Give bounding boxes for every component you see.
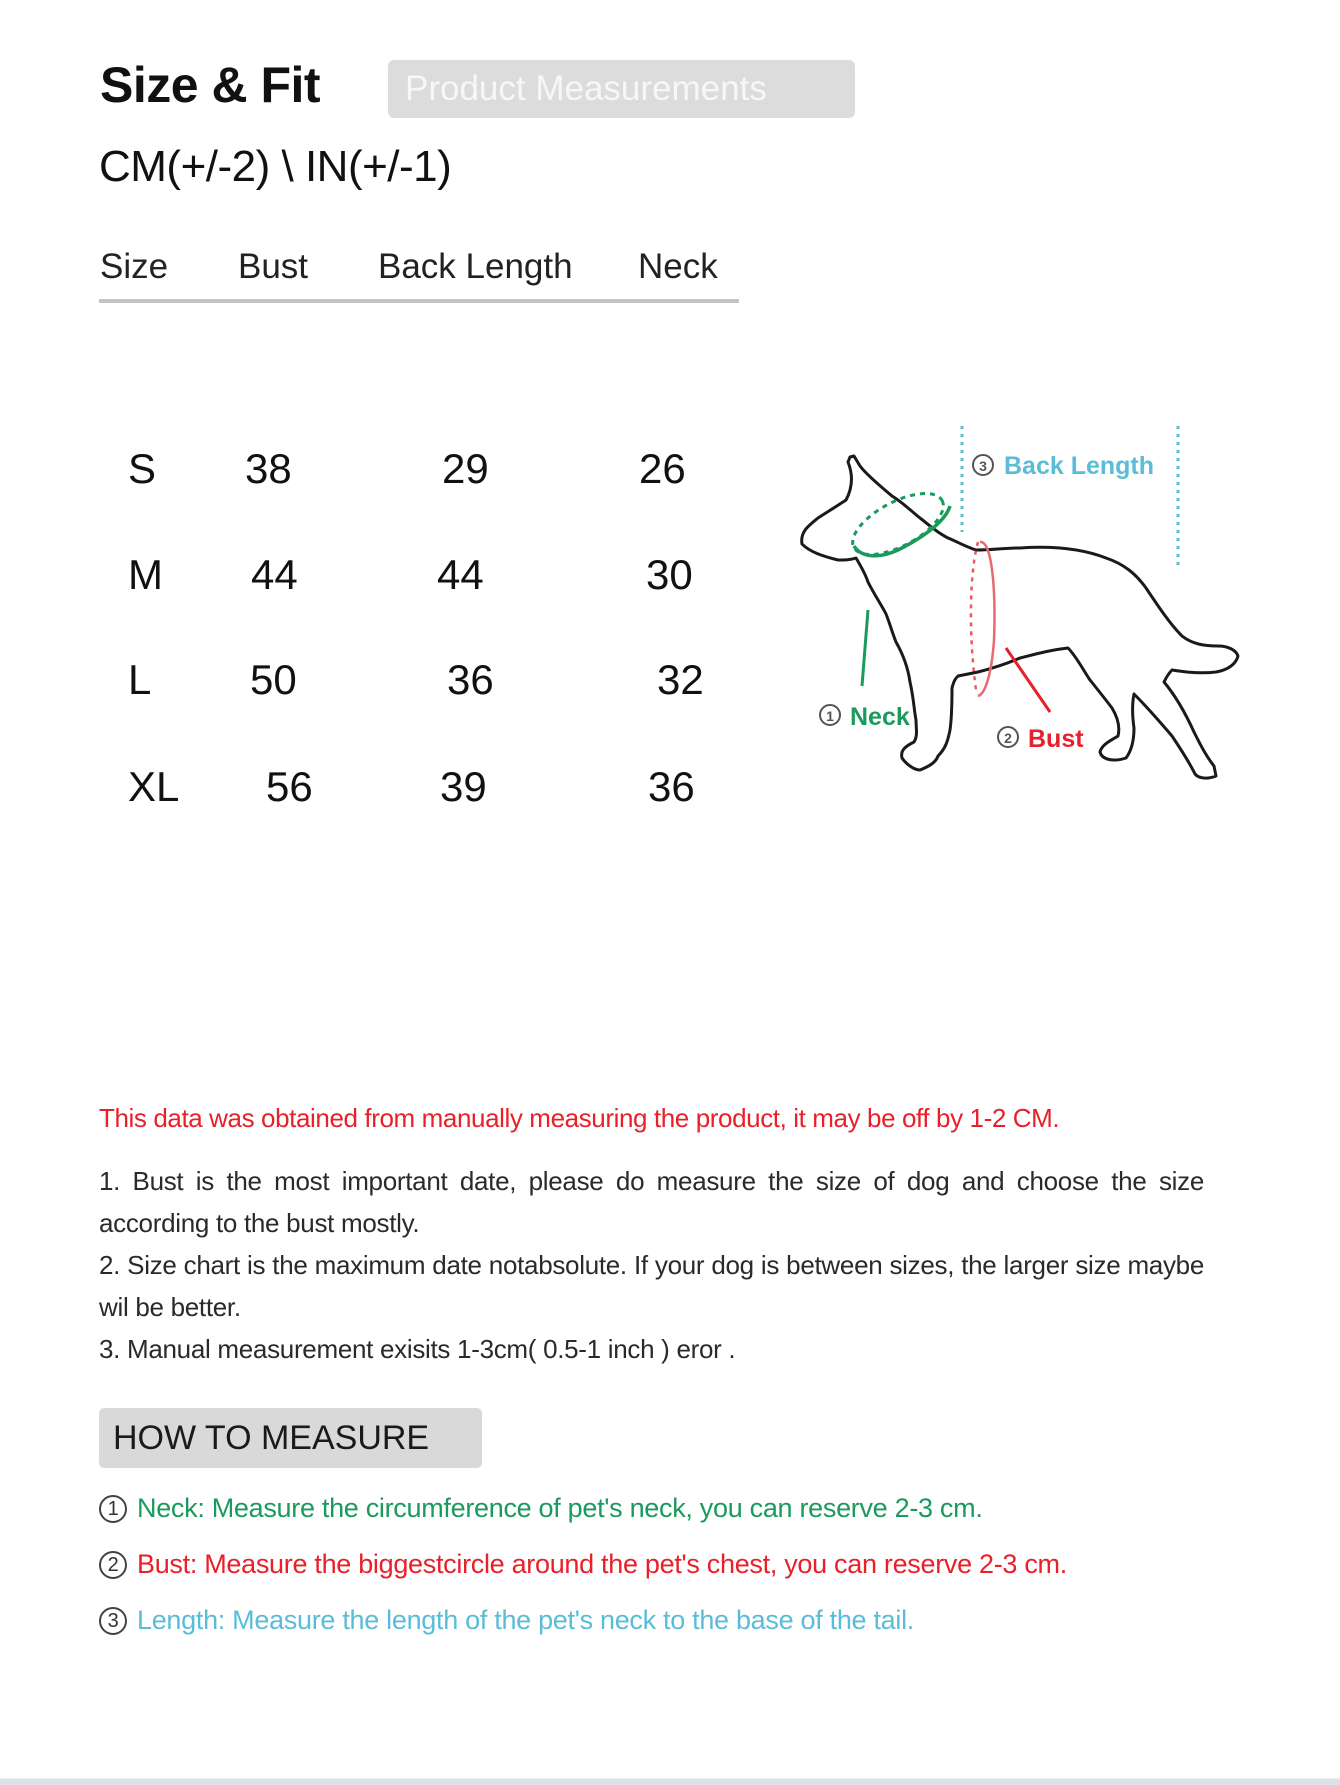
step-text: Bust: Measure the biggestcircle around the pet's chest, you can reserve 2-3 cm. [137, 1549, 1067, 1579]
cell-back-length: 36 [447, 656, 494, 703]
step-neck [99, 1493, 983, 1524]
cell-bust: 56 [266, 763, 313, 810]
header-divider [99, 299, 739, 303]
sizing-rules [99, 1160, 1204, 1370]
cell-size: XL [128, 763, 180, 810]
cell-neck: 32 [657, 656, 704, 703]
bottom-edge-bar [0, 1778, 1340, 1785]
cell-neck: 36 [648, 763, 695, 810]
neck-text: Neck [850, 703, 910, 731]
product-measurements-badge: Product Measurements [388, 60, 855, 118]
back-length-label [973, 452, 1154, 480]
bust-label [998, 725, 1084, 753]
column-header-back-length: Back Length [378, 247, 573, 286]
how-to-measure-heading: HOW TO MEASURE [99, 1408, 482, 1468]
neck-pointer-line [862, 610, 868, 686]
bust-text: Bust [1028, 725, 1084, 753]
cell-back-length: 39 [440, 763, 487, 810]
bust-pointer-line [1006, 648, 1050, 712]
bust-ring-back [971, 542, 978, 690]
column-header-neck: Neck [638, 247, 718, 286]
rule-item: 1. Bust is the most important date, please do measure the size of dog and choose the size according to the bust mostly. [99, 1166, 1204, 1238]
dog-measurement-diagram [780, 410, 1260, 790]
circled-number-icon: 1 [99, 1495, 127, 1523]
circled-number-icon: 2 [99, 1551, 127, 1579]
step-text: Length: Measure the length of the pet's neck to the base of the tail. [137, 1605, 914, 1635]
cell-bust: 50 [250, 656, 297, 703]
cell-size: M [128, 551, 163, 598]
rule-item: 3. Manual measurement exisits 1-3cm( 0.5-1 inch ) eror . [99, 1334, 736, 1364]
back-length-text: Back Length [1004, 452, 1155, 480]
svg-text:3: 3 [979, 458, 987, 474]
rule-item: 2. Size chart is the maximum date notabsolute. If your dog is between sizes, the larger size maybe wil be better. [99, 1250, 1204, 1322]
circled-number-icon: 3 [99, 1607, 127, 1635]
measurement-disclaimer: This data was obtained from manually measuring the product, it may be off by 1-2 CM. [99, 1103, 1060, 1133]
column-header-size: Size [100, 247, 169, 286]
svg-text:2: 2 [1004, 730, 1012, 746]
cell-neck: 30 [646, 551, 693, 598]
step-bust [99, 1549, 1067, 1580]
cell-neck: 26 [639, 445, 686, 492]
page-title: Size & Fit [100, 57, 321, 113]
step-length [99, 1605, 914, 1636]
cell-size: L [128, 656, 152, 703]
cell-back-length: 29 [442, 445, 489, 492]
cell-back-length: 44 [437, 551, 484, 598]
neck-label [820, 703, 910, 731]
column-header-bust: Bust [238, 247, 309, 286]
svg-text:1: 1 [826, 708, 834, 724]
step-text: Neck: Measure the circumference of pet's neck, you can reserve 2-3 cm. [137, 1493, 983, 1523]
units-tolerance: CM(+/-2) \ IN(+/-1) [99, 142, 452, 191]
cell-bust: 44 [251, 551, 298, 598]
cell-size: S [128, 445, 157, 492]
cell-bust: 38 [245, 445, 292, 492]
